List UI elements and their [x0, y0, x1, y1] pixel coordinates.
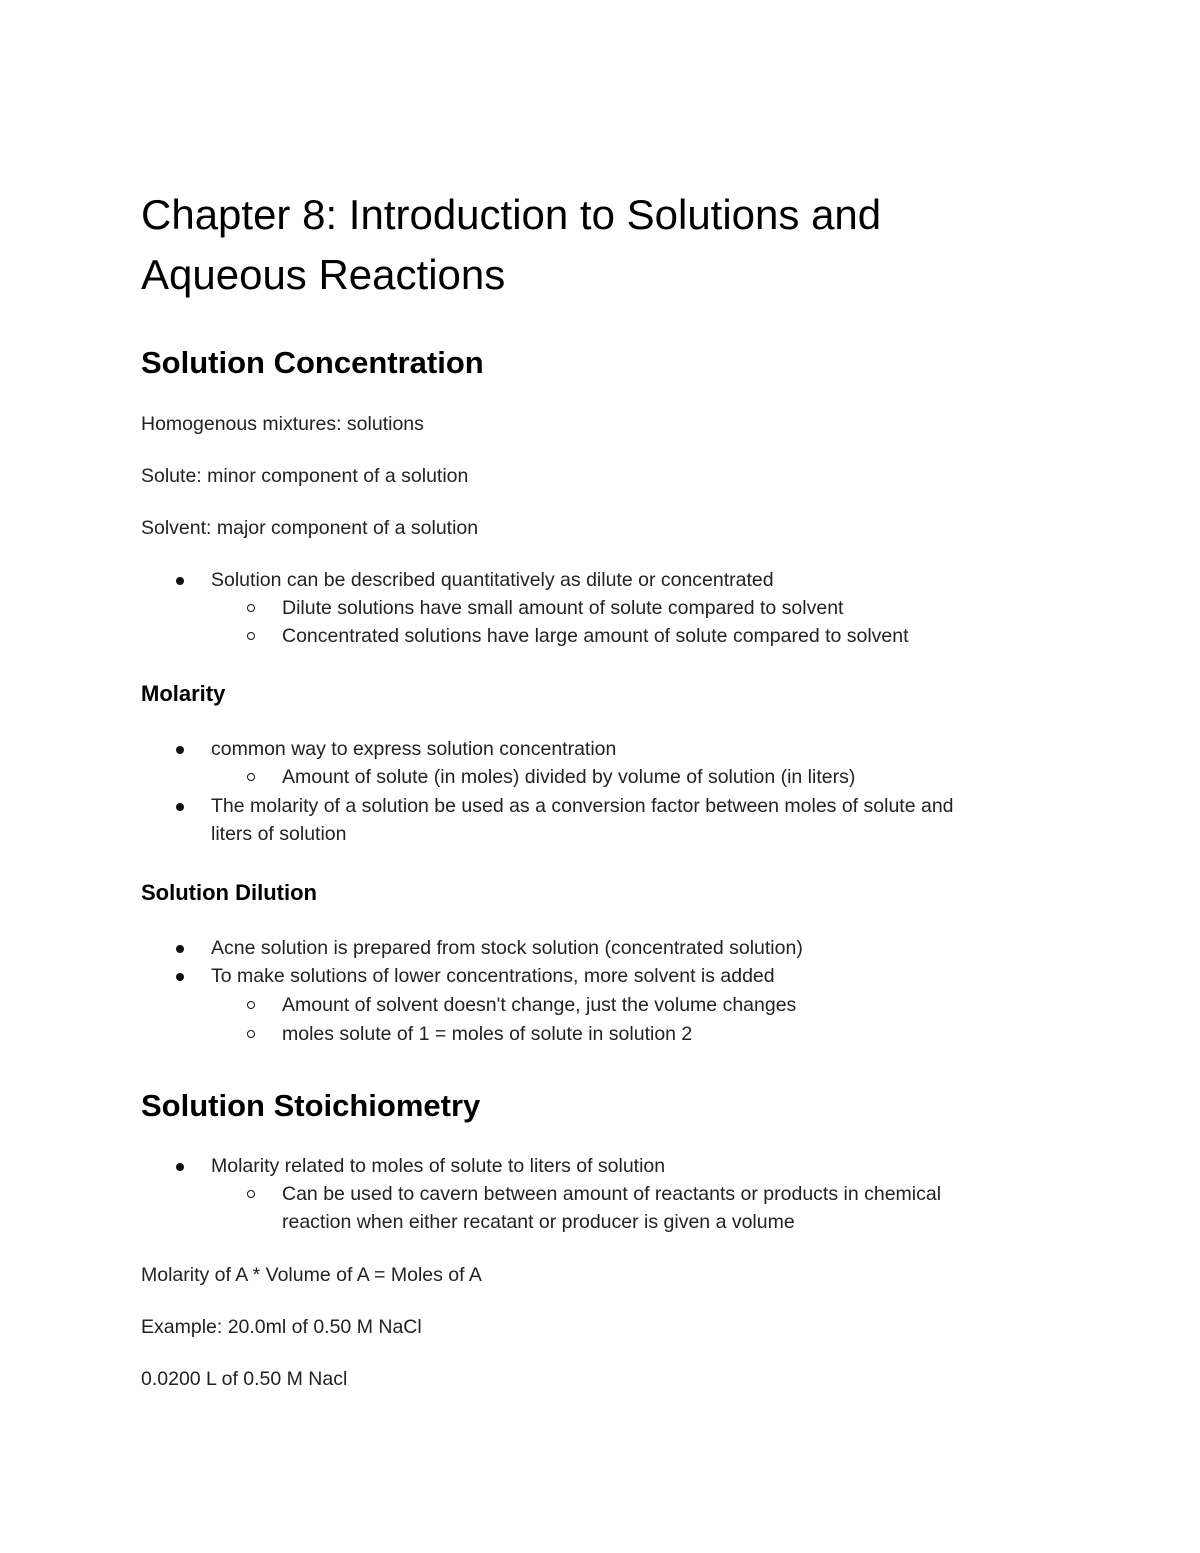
paragraph-solvent: Solvent: major component of a solution: [141, 517, 479, 539]
heading-molarity: Molarity: [141, 681, 226, 706]
page-title-line-1: Chapter 8: Introduction to Solutions and: [141, 191, 882, 238]
list-item-continuation: liters of solution: [211, 823, 347, 845]
bullet-circle-icon: [247, 1030, 255, 1038]
bullet-disc-icon: [176, 803, 184, 811]
list-item: Concentrated solutions have large amount of solute compared to solvent: [282, 625, 909, 647]
list-item: Dilute solutions have small amount of solute compared to solvent: [282, 597, 844, 619]
list-item: Acne solution is prepared from stock solution (concentrated solution): [211, 937, 803, 959]
bullet-disc-icon: [176, 945, 184, 953]
bullet-circle-icon: [247, 773, 255, 781]
list-item: Amount of solvent doesn't change, just the volume changes: [282, 994, 797, 1016]
bullet-disc-icon: [176, 973, 184, 981]
heading-solution-dilution: Solution Dilution: [141, 880, 317, 905]
list-item: moles solute of 1 = moles of solute in solution 2: [282, 1023, 693, 1045]
list-item: common way to express solution concentration: [211, 738, 617, 760]
paragraph-homogenous-mixtures: Homogenous mixtures: solutions: [141, 413, 424, 435]
bullet-disc-icon: [176, 746, 184, 754]
page-title-line-2: Aqueous Reactions: [141, 251, 506, 298]
bullet-disc-icon: [176, 1163, 184, 1171]
bullet-disc-icon: [176, 577, 184, 585]
bullet-circle-icon: [247, 1190, 255, 1198]
paragraph-conversion: 0.0200 L of 0.50 M Nacl: [141, 1368, 348, 1390]
bullet-circle-icon: [247, 604, 255, 612]
list-item: Molarity related to moles of solute to liters of solution: [211, 1155, 666, 1177]
bullet-circle-icon: [247, 1001, 255, 1009]
list-item: The molarity of a solution be used as a conversion factor between moles of solute and: [211, 795, 954, 817]
heading-solution-stoichiometry: Solution Stoichiometry: [141, 1088, 481, 1123]
list-item: Solution can be described quantitatively as dilute or concentrated: [211, 569, 774, 591]
paragraph-molarity-formula: Molarity of A * Volume of A = Moles of A: [141, 1264, 482, 1286]
heading-solution-concentration: Solution Concentration: [141, 345, 484, 380]
list-item: Can be used to cavern between amount of reactants or products in chemical: [282, 1183, 942, 1205]
paragraph-example: Example: 20.0ml of 0.50 M NaCl: [141, 1316, 422, 1338]
bullet-circle-icon: [247, 632, 255, 640]
list-item: To make solutions of lower concentrations, more solvent is added: [211, 965, 775, 987]
list-item-continuation: reaction when either recatant or producer is given a volume: [282, 1211, 795, 1233]
list-item: Amount of solute (in moles) divided by volume of solution (in liters): [282, 766, 856, 788]
paragraph-solute: Solute: minor component of a solution: [141, 465, 469, 487]
